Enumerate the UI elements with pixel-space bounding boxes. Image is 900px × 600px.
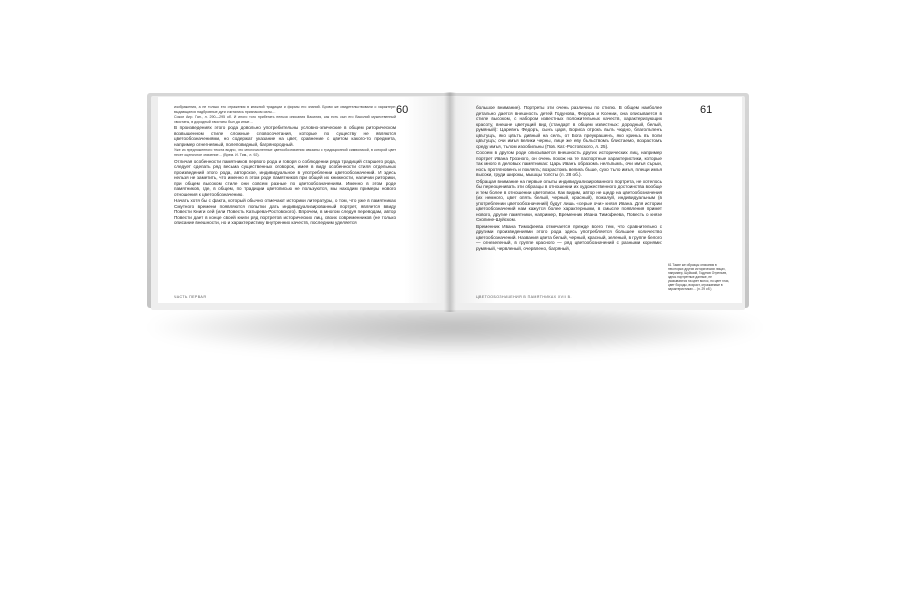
left-page bbox=[158, 97, 448, 303]
paragraph: Сосоем в другом роде описывается внешность других исторических лиц, например портрет Ивана Грозного, он очень похож на те паспортные характеристики, которые так много в деловых памятниках: Царь Иванъ образомъ нелъпымъ, очи имъя сърыи, носъ протягновенъ и покляпъ; возрастомъ великъ бъше, сухо тъло имъя, плещи имъя высоки, груди широкы, мышцы толсты (л. 28 об.). bbox=[476, 150, 662, 177]
right-page bbox=[452, 97, 742, 303]
paragraph: В произведениях этого рода довольно употребительны условно-эпические в общем риторическом возвышенном стиле сложные словосочетания, которые по существу не являются цветообозначениями, но содержат указание на цвет, сравнение с цветом какого-то предмета, например огнегневный, полеповидный, багрянородный. bbox=[174, 125, 396, 147]
paragraph: Обращая внимание на первые опыты индивидуализированного портрета, не хотелось бы переоценивать эти образцы в отношении их художественного достоинства вообще и тем более в отношении цветописи. Как видим, автор не щедр на цветообозначения (их немного, цвет опять белый, черный, красный), пожалуй, индивидуальным (в употреблении цветообозначений) будут лишь «серые очи» князя Ивана. Для истории цветообозначений нам кажутся более характерными, в смысле появления примет нового, другие памятники, например, Временник Ивана Тимофеева, Повесть о князе Скопине-Шуйском. bbox=[476, 178, 662, 222]
book-gutter bbox=[444, 92, 456, 312]
left-page-number: 60 bbox=[396, 104, 409, 116]
right-page-number: 61 bbox=[700, 104, 713, 116]
left-page-footer: ЧАСТЬ ПЕРВАЯ bbox=[174, 295, 207, 299]
left-page-text bbox=[174, 105, 396, 227]
right-page-footer: ЦВЕТООБОЗНАЧЕНИЯ В ПАМЯТНИКАХ XVII В. bbox=[476, 295, 572, 299]
paragraph: большое внимание). Портреты эти очень различны по стилю. В общем наиболее детально дается внешность детей Годунова, Федора и Ксении, она описывается в стиле высоком, с набором известных положительных качеств, характеризующих красоту, внешне цветущий вид (стандарт в общем известных: дородный, белый, румяный): Царевнъ Федоръ, сынъ царя, Бориса отрокъ вьлъ чюдно, благолъпенъ цвътущъ, яко цвътъ дивный на селъ, от Бога преукрашенъ, яко криньъ въ поли цвътущъ; очи имъя велики черны, лице же еву бъльствомъ блистаемо, возрастомъ среду имъя, тълом изообильны (Пов. Кат.-Ростовского, л. 25). bbox=[476, 105, 662, 149]
paragraph: Отличая особенности памятников первого рода и говоря о соблюдении ряда традиций старшего рода, следует сделать ряд весьма существенных оговорок, имея в виду особенности стиля отдельных произведений этого рода, авторское, индивидуальное в употреблении цветообозначений. И здесь нельзя не заметить, что именно в этом роде памятников при общей их книжности, наличии риторики, при общем высоком стиле они совсем разные по цветообозначениям. Именно в этом роде памятников, где, в общем, по традиции цветописью не пользуются, мы находим примеры нового отношения к цветообозначению. bbox=[174, 158, 396, 197]
paragraph: изображения, а не только его отражения в книжной традиции и формы его знаний. Брови же свидетельствовали о характере: выдающиеся надбровные дуги считались признаком силы… bbox=[174, 105, 396, 114]
paragraph: Начать хотя бы с факта, который обычно отмечают историки литературы, о том, что уже в памятниках Смутного времени появляются попытки дать индивидуализированный портрет, является ввиду Повести Книги сей (или Повесть Катырева-Ростовского). Впрочем, в многом следуя переводам, автор Повести дает в конце своей книги ряд портретов исторических лиц, своих современников (не только описание внешности, но и характеристику внутренних качеств, последним уделяется bbox=[174, 198, 396, 226]
paragraph: Сокол Апр. Ган., л. 290—295 об. И иного того прибегать нельзя описания Василия, как есть сын его Василий мужественный хвостаты, в дородный хвостаты был да иные… bbox=[174, 115, 396, 124]
sidenote: 61 Такие же образцы описания в некоторых других исторических лицах, например, Шуйский, Годунов Отрепьев, здесь портретные данные, не указываются на цвет волос, но цвет глаз, цвет бороды, возраст, отражаемые в характеристиках… (л. 29 об.) bbox=[668, 263, 730, 291]
paragraph: Уже из предложенного текста видно, что многочисленные цветообозначения связаны с традиционной символикой, в которой цвет несет оценочное значение… (Врем. И. Тим., л. 92). bbox=[174, 148, 396, 157]
paragraph: Временник Ивана Тимофеева отмечается прежде всего тем, что сравнительно с другими произведениями этого рода здесь употребляется большее количество цветообозначений. Названия цвета белый, черный, красный, зеленый, в группе белого — огнезеленый, в группе красного — ряд цветообозначений с разными корнями: румяный, червленый, очервлено, багряный, bbox=[476, 223, 662, 251]
right-page-text bbox=[476, 105, 662, 252]
